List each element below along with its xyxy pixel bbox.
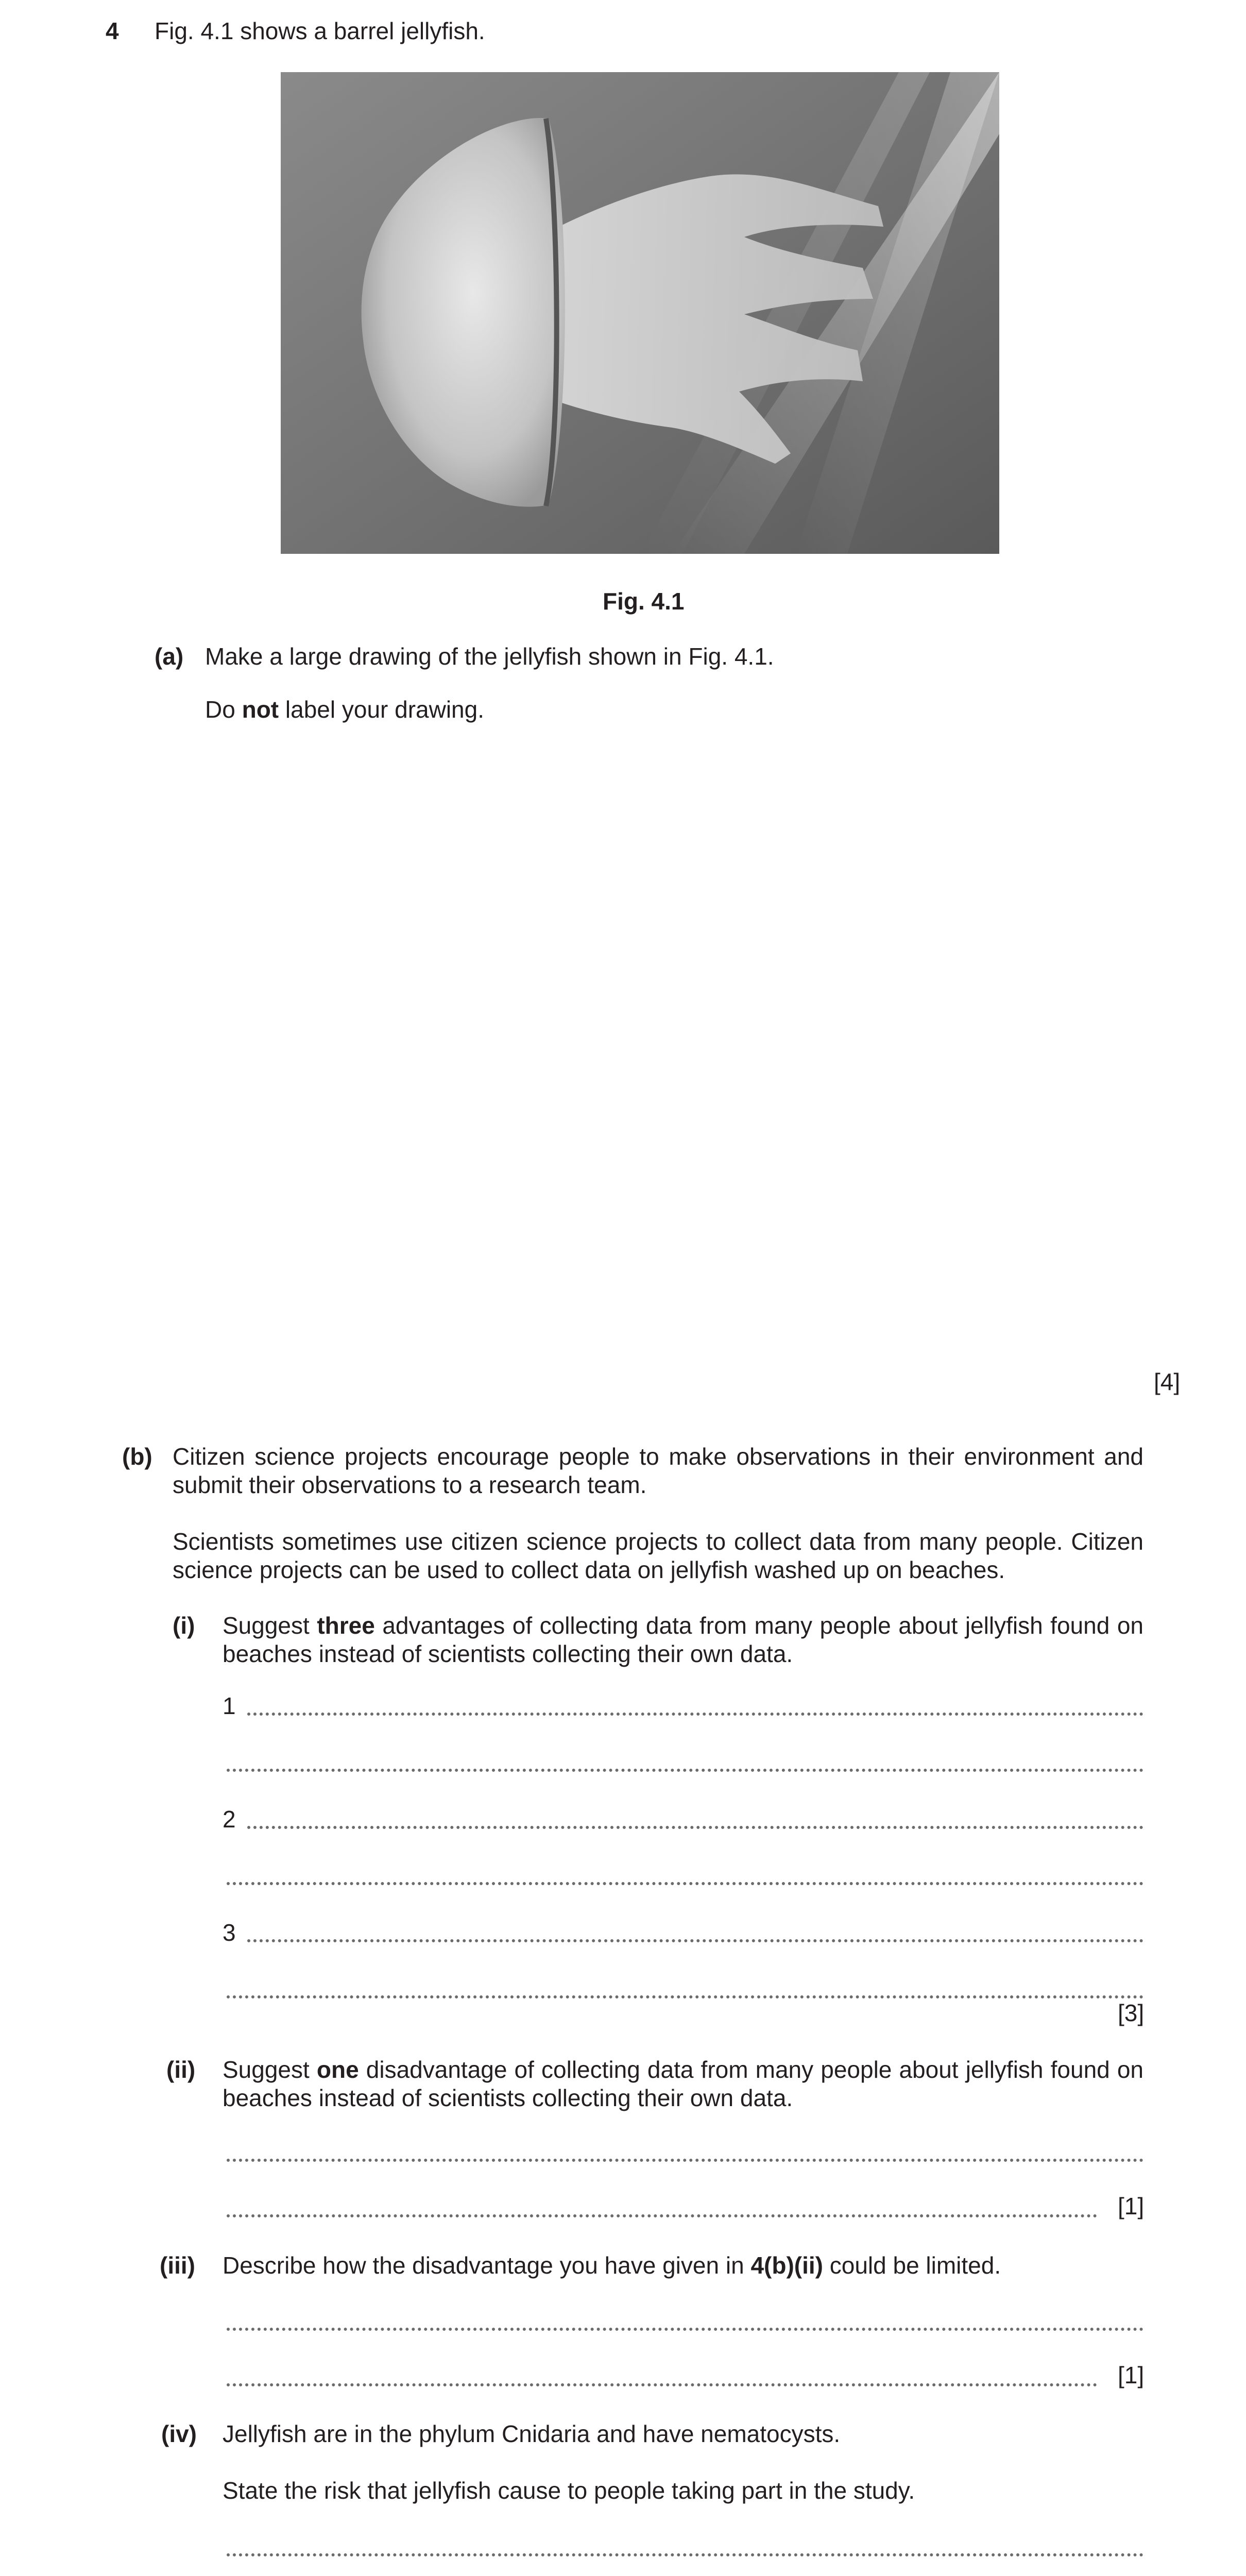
answer-line[interactable] — [227, 2214, 1097, 2217]
part-b-para2: Scientists sometimes use citizen science projects to collect data from many people. Citizen science projects can be used to collect data on jellyfish washed up on beaches. — [173, 1528, 1143, 1584]
answer-line[interactable] — [227, 2159, 1143, 2162]
part-b-i-question: Suggest three advantages of collecting data from many people about jellyfish found on beaches instead of scientists collecting their own data. — [223, 1612, 1143, 1668]
answer-number: 2 — [223, 1806, 236, 1833]
question-intro: Fig. 4.1 shows a barrel jellyfish. — [155, 18, 485, 44]
part-b-iii-question: Describe how the disadvantage you have given in 4(b)(ii) could be limited. — [223, 2252, 1001, 2279]
answer-line[interactable] — [227, 2553, 1143, 2556]
answer-number: 3 — [223, 1919, 236, 1946]
barrel-jellyfish-photo — [281, 72, 999, 554]
part-b-i-mark: [3] — [1118, 1999, 1145, 2026]
part-b-iii-label: (iii) — [160, 2252, 195, 2279]
part-b-label: (b) — [122, 1443, 152, 1470]
answer-line[interactable] — [227, 2328, 1143, 2331]
part-b-ii-question: Suggest one disadvantage of collecting data from many people about jellyfish found on beaches instead of scientists collecting their own data. — [223, 2056, 1143, 2112]
answer-line[interactable] — [227, 1995, 1143, 1998]
part-b-iv-label: (iv) — [161, 2420, 197, 2447]
figure-label: Fig. 4.1 — [603, 588, 685, 615]
question-number: 4 — [106, 18, 119, 44]
part-b-iv-question: State the risk that jellyfish cause to people taking part in the study. — [223, 2477, 915, 2504]
answer-line[interactable] — [247, 1939, 1143, 1942]
answer-line[interactable] — [227, 1769, 1143, 1772]
answer-line[interactable] — [247, 1826, 1143, 1829]
answer-line[interactable] — [227, 2383, 1097, 2386]
part-b-ii-mark: [1] — [1118, 2193, 1145, 2219]
answer-line[interactable] — [247, 1713, 1143, 1716]
part-a-note: Do not label your drawing. — [205, 696, 484, 723]
answer-number: 1 — [223, 1692, 236, 1719]
part-a-label: (a) — [155, 643, 184, 670]
answer-line[interactable] — [227, 1882, 1143, 1885]
part-b-i-label: (i) — [173, 1612, 195, 1639]
part-b-ii-label: (ii) — [166, 2056, 196, 2083]
part-a-mark: [4] — [1154, 1368, 1181, 1395]
part-b-para1: Citizen science projects encourage people to make observations in their environment and submit their observations to a research team. — [173, 1443, 1143, 1499]
part-b-iv-statement: Jellyfish are in the phylum Cnidaria and have nematocysts. — [223, 2420, 841, 2447]
part-b-iii-mark: [1] — [1118, 2362, 1145, 2388]
part-a-instruction: Make a large drawing of the jellyfish shown in Fig. 4.1. — [205, 643, 774, 670]
